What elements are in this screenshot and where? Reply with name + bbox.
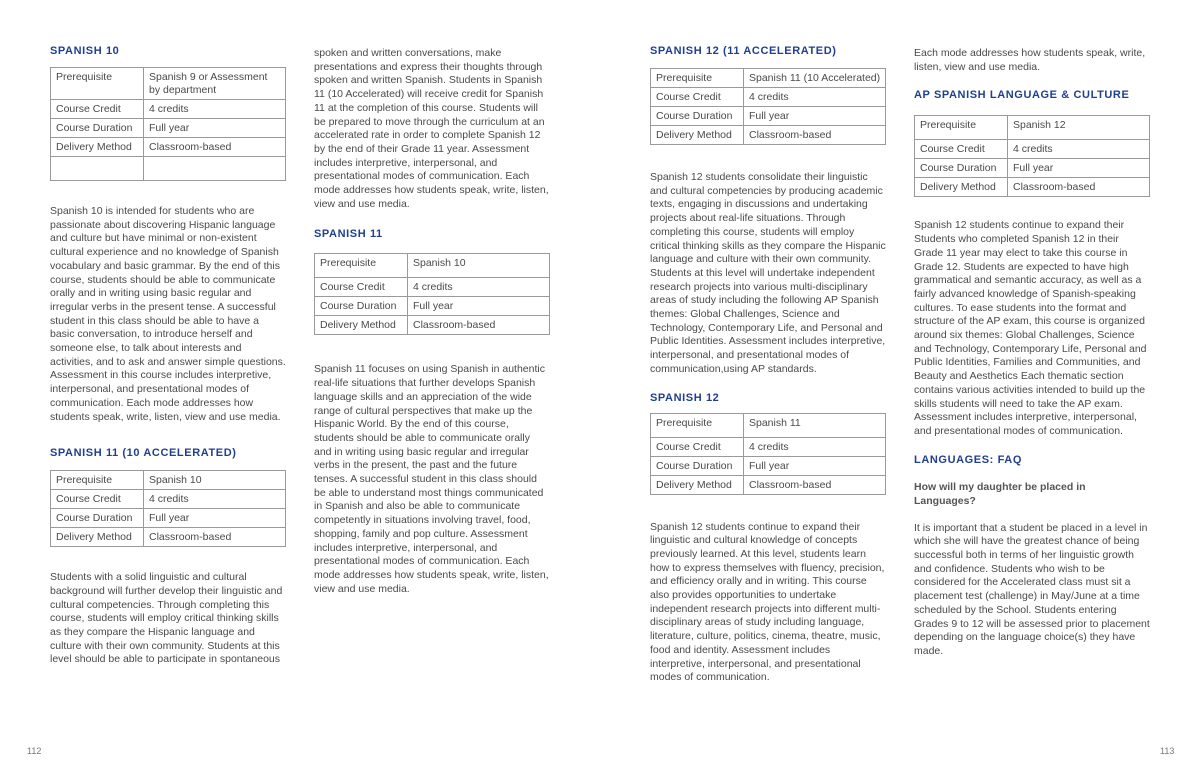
column-2 xyxy=(314,47,550,596)
page-number-left: 112 xyxy=(27,746,42,756)
credit-label: Course Credit xyxy=(51,100,144,119)
column-1 xyxy=(50,44,286,667)
table-row xyxy=(651,437,886,456)
column-3 xyxy=(650,44,886,685)
delivery-value: Classroom-based xyxy=(144,528,286,547)
table-row xyxy=(51,490,286,509)
course-table-spanish-12-accelerated xyxy=(650,68,886,145)
duration-value: Full year xyxy=(144,509,286,528)
prerequisite-label: Prerequisite xyxy=(51,471,144,490)
delivery-value: Classroom-based xyxy=(408,316,550,335)
table-row xyxy=(51,471,286,490)
duration-value: Full year xyxy=(744,107,886,126)
table-row xyxy=(915,178,1150,197)
duration-value: Full year xyxy=(1008,159,1150,178)
credit-value: 4 credits xyxy=(1008,140,1150,159)
credit-label: Course Credit xyxy=(315,278,408,297)
table-row xyxy=(651,88,886,107)
prerequisite-value: Spanish 10 xyxy=(144,471,286,490)
course-table-spanish-10 xyxy=(50,67,286,181)
duration-value: Full year xyxy=(408,297,550,316)
course-table-spanish-11 xyxy=(314,253,550,335)
prerequisite-value: Spanish 11 (10 Accelerated) xyxy=(744,69,886,88)
table-row xyxy=(651,413,886,437)
credit-value: 4 credits xyxy=(144,100,286,119)
section-title-languages-faq: LANGUAGES: FAQ xyxy=(914,453,1023,466)
table-row xyxy=(51,68,286,100)
table-row xyxy=(315,297,550,316)
table-row xyxy=(651,69,886,88)
credit-value: 4 credits xyxy=(144,490,286,509)
table-row-empty xyxy=(51,157,286,181)
faq-question: How will my daughter be placed in Languages? xyxy=(914,480,1086,507)
duration-label: Course Duration xyxy=(651,456,744,475)
table-row xyxy=(315,254,550,278)
table-row xyxy=(51,119,286,138)
table-row xyxy=(651,456,886,475)
course-table-ap-spanish xyxy=(914,115,1150,197)
duration-value: Full year xyxy=(744,456,886,475)
delivery-value: Classroom-based xyxy=(1008,178,1150,197)
description-spanish-12-part-1: Spanish 12 students continue to expand their linguistic and cultural knowledge of concepts previously learned. At this level, students learn how to express themselves with fluency, precision, and efficiency orally and in writing. This course also provides opportunities to undertake independent research projects into different multi-disciplinary areas of study including language, literature, culture, politics, cinema, theatre, music, food and identity. Assessment includes interpretive, interpersonal, and presentational modes of communication. xyxy=(650,520,885,684)
empty-cell xyxy=(51,157,144,181)
prerequisite-label: Prerequisite xyxy=(651,413,744,437)
empty-cell xyxy=(144,157,286,181)
duration-label: Course Duration xyxy=(51,509,144,528)
delivery-value: Classroom-based xyxy=(744,475,886,494)
section-title-spanish-12-accelerated: SPANISH 12 (11 ACCELERATED) xyxy=(650,45,837,57)
delivery-label: Delivery Method xyxy=(915,178,1008,197)
table-row xyxy=(51,509,286,528)
description-spanish-11-accelerated-part-2: spoken and written conversations, make presentations and express their thoughts through spoken and written Spanish. Students in Spanish 11 (10 Accelerated) will receive credit for Spanish 11 at the completion of this course. Students will be prepared to move through the curriculum at an accelerated rate in order to complete Spanish 12 by the end of their Grade 11 year. Assessment includes interpretive, interpersonal, and presentational modes of communication. Each mode addresses how students speak, write, listen, view and use media. xyxy=(314,47,549,210)
credit-label: Course Credit xyxy=(651,437,744,456)
credit-label: Course Credit xyxy=(651,88,744,107)
delivery-label: Delivery Method xyxy=(315,316,408,335)
section-title-ap-spanish: AP SPANISH LANGUAGE & CULTURE xyxy=(914,89,1130,102)
prerequisite-value: Spanish 11 xyxy=(744,413,886,437)
faq-answer: It is important that a student be placed in a level in which she will have the greatest chance of being successful both in terms of her linguistic growth and confidence. Students who wish to be considered for the Accelerated class must sit a placement test (challenge) in May/June at a time scheduled by the School. Students entering Grades 9 to 12 will be assessed prior to placement depending on the language choice(s) they have made. xyxy=(914,521,1150,657)
section-title-spanish-12: SPANISH 12 xyxy=(650,391,720,404)
delivery-value: Classroom-based xyxy=(744,126,886,145)
table-row xyxy=(651,475,886,494)
table-row xyxy=(651,126,886,145)
duration-label: Course Duration xyxy=(915,159,1008,178)
table-row xyxy=(315,278,550,297)
table-row xyxy=(51,100,286,119)
prerequisite-label: Prerequisite xyxy=(915,116,1008,140)
delivery-value: Classroom-based xyxy=(144,138,286,157)
prerequisite-label: Prerequisite xyxy=(651,69,744,88)
table-row xyxy=(651,107,886,126)
delivery-label: Delivery Method xyxy=(651,475,744,494)
credit-value: 4 credits xyxy=(744,88,886,107)
prerequisite-value: Spanish 12 xyxy=(1008,116,1150,140)
credit-label: Course Credit xyxy=(915,140,1008,159)
prerequisite-label: Prerequisite xyxy=(51,68,144,100)
duration-label: Course Duration xyxy=(315,297,408,316)
table-row xyxy=(51,528,286,547)
description-spanish-11: Spanish 11 focuses on using Spanish in authentic real-life situations that further develops Spanish language skills and an appreciation of the wide range of cultural perspectives that make up the Hispanic World. By the end of this course, students should be able to communicate orally and in writing using basic regular and irregular verbs in the present, the past and the future tenses. A successful student in this class should be able to understand most things communicated in Spanish and also be able to communicate competently in situations involving travel, food, shopping, family and pop culture. Assessment includes interpretive, interpersonal, and presentational modes of communication. Each mode addresses how students speak, write, listen, view and use media. xyxy=(314,363,549,595)
description-ap-spanish: Spanish 12 students continue to expand their Students who completed Spanish 12 in their Grade 11 year may elect to take this course in Grade 12. Students are expected to have high grammatical and semantic accuracy, as well as a fairly advanced knowledge of Spanish-speaking cultures. To ease students into the format and structure of the AP exam, this course is organized around six themes: Global Challenges, Science and Technology, Contemporary Life, Personal and Public Identities, Families and Communities, and Beauty and Aesthetics Each thematic section contains various activities intended to build up the skills students will need to take the AP exam. Assessment includes interpretive, interpersonal, and presentational modes of communication. xyxy=(914,219,1147,437)
credit-value: 4 credits xyxy=(408,278,550,297)
description-spanish-11-accelerated-part-1: Students with a solid linguistic and cultural background will further develop their linguistic and cultural competencies. Through completing this course, students will employ critical thinking skills as they compare the Hispanic language and culture with their own community. Students at this level should be able to participate in spontaneous xyxy=(50,571,283,666)
table-row xyxy=(915,140,1150,159)
section-title-spanish-11-accelerated: SPANISH 11 (10 ACCELERATED) xyxy=(50,447,237,460)
course-table-spanish-12 xyxy=(650,413,886,495)
prerequisite-value: Spanish 9 or Assessment by department xyxy=(144,68,286,100)
duration-label: Course Duration xyxy=(51,119,144,138)
section-title-spanish-11: SPANISH 11 xyxy=(314,228,383,241)
duration-label: Course Duration xyxy=(651,107,744,126)
table-row xyxy=(915,116,1150,140)
credit-value: 4 credits xyxy=(744,437,886,456)
credit-label: Course Credit xyxy=(51,490,144,509)
column-4 xyxy=(914,47,1150,659)
prerequisite-label: Prerequisite xyxy=(315,254,408,278)
page-number-right: 113 xyxy=(1160,746,1175,756)
table-row xyxy=(915,159,1150,178)
description-spanish-12-accelerated: Spanish 12 students consolidate their linguistic and cultural competencies by producing academic texts, engaging in discussions and undertaking projects about real-life situations. Through completing this course, students will employ critical thinking skills as they compare the Hispanic language and culture with their own community. Students at this level will undertake independent research projects into various multi-disciplinary areas of study including the following AP Spanish themes: Global Challenges, Science and Technology, Contemporary Life, and Personal and Public Identities. Assessment includes interpretive, interpersonal, and presentational modes of communication,using AP standards. xyxy=(650,171,886,375)
delivery-label: Delivery Method xyxy=(51,138,144,157)
course-table-spanish-11-accelerated xyxy=(50,470,286,547)
section-title-spanish-10: SPANISH 10 xyxy=(50,45,120,57)
description-spanish-10: Spanish 10 is intended for students who are passionate about discovering Hispanic language and culture but have minimal or non-existent cultural experience and no knowledge of Spanish vocabulary and basic grammar. By the end of this course, students should be able to communicate orally and in writing using basic regular and irregular verbs in the present tense. A successful student in this class should be able to have a basic conversation, to introduce herself and someone else, to talk about interests and activities, and to ask and answer simple questions. Assessment in this course includes interpretive, interpersonal, and presentational modes of communication. Each mode addresses how students speak, write, listen, view and use media. xyxy=(50,205,286,423)
table-row xyxy=(315,316,550,335)
prerequisite-value: Spanish 10 xyxy=(408,254,550,278)
description-spanish-12-part-2: Each mode addresses how students speak, write, listen, view and use media. xyxy=(914,47,1146,73)
table-row xyxy=(51,138,286,157)
duration-value: Full year xyxy=(144,119,286,138)
delivery-label: Delivery Method xyxy=(651,126,744,145)
delivery-label: Delivery Method xyxy=(51,528,144,547)
